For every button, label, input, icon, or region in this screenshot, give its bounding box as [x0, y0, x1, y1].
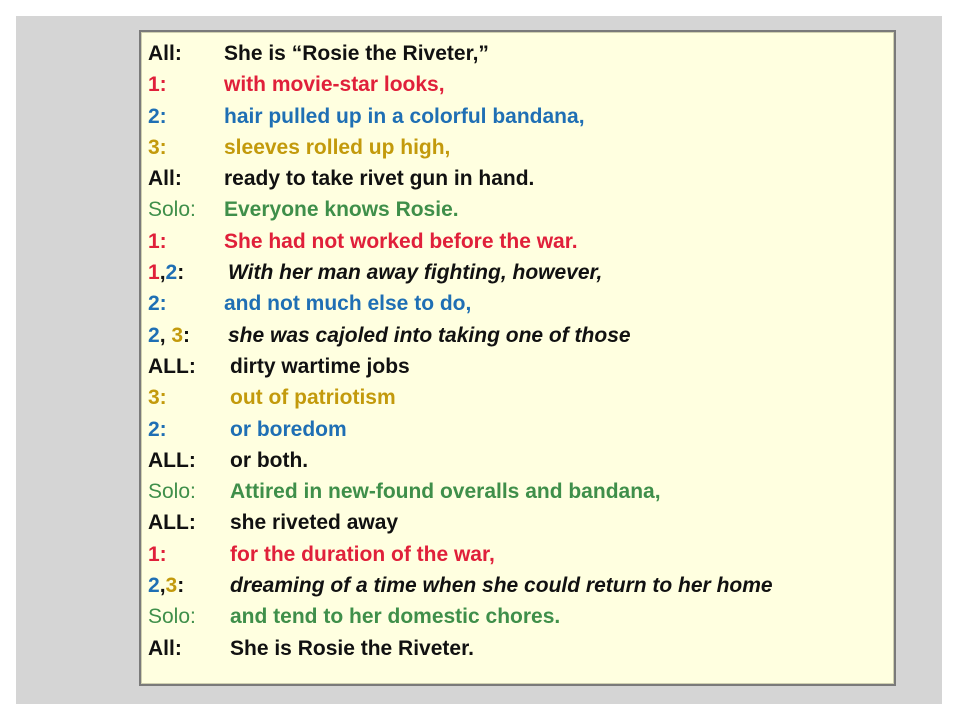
line-text: with movie-star looks, — [224, 73, 445, 97]
speaker-part: Solo: — [148, 480, 196, 504]
speaker-label — [148, 320, 190, 351]
speaker-label — [148, 633, 182, 664]
speaker-part: 2 — [148, 323, 160, 347]
line-text: Everyone knows Rosie. — [224, 198, 459, 222]
speaker-label — [148, 414, 167, 445]
line-text: With her man away fighting, however, — [228, 261, 603, 285]
line-text: and not much else to do, — [224, 292, 472, 316]
script-line — [148, 351, 894, 382]
speaker-part: ALL: — [148, 354, 196, 378]
line-text: and tend to her domestic chores. — [230, 605, 561, 629]
speaker-label — [148, 351, 196, 382]
speaker-part: All: — [148, 42, 182, 65]
line-text: she was cajoled into taking one of those — [228, 323, 631, 347]
script-line — [148, 382, 894, 413]
script-line — [148, 101, 894, 132]
line-text: She is “Rosie the Riveter,” — [224, 42, 489, 65]
line-text: out of patriotism — [230, 386, 396, 410]
speaker-label — [148, 132, 167, 163]
speaker-part: : — [177, 261, 185, 285]
script-line — [148, 601, 894, 632]
line-text: She is Rosie the Riveter. — [230, 636, 474, 660]
speaker-part: 2: — [148, 292, 167, 316]
speaker-part: , — [159, 261, 166, 285]
speaker-part: , — [159, 574, 166, 598]
speaker-label — [148, 226, 167, 257]
script-line — [148, 194, 894, 225]
script-line — [148, 570, 894, 601]
line-text: for the duration of the war, — [230, 542, 495, 566]
line-text: She had not worked before the war. — [224, 229, 578, 253]
script-line — [148, 288, 894, 319]
speaker-label — [148, 539, 167, 570]
script-line — [148, 539, 894, 570]
script-line — [148, 320, 894, 351]
speaker-label — [148, 101, 167, 132]
speaker-label — [148, 257, 184, 288]
script-line — [148, 163, 894, 194]
line-text: dreaming of a time when she could return to her home — [230, 574, 773, 598]
speaker-part: Solo: — [148, 605, 196, 629]
speaker-label — [148, 445, 196, 476]
speaker-label — [148, 507, 196, 538]
script-line — [148, 445, 894, 476]
script-line — [148, 226, 894, 257]
speaker-part: ALL: — [148, 448, 196, 472]
speaker-part: All: — [148, 167, 182, 191]
speaker-label — [148, 163, 182, 194]
speaker-part: 2: — [148, 417, 167, 441]
line-text: hair pulled up in a colorful bandana, — [224, 104, 585, 128]
script-panel — [139, 30, 896, 686]
speaker-label — [148, 69, 167, 100]
script-line — [148, 633, 894, 664]
speaker-part: 1: — [148, 73, 167, 97]
speaker-label — [148, 476, 196, 507]
script-line — [148, 132, 894, 163]
script-line — [148, 414, 894, 445]
speaker-part: 1: — [148, 542, 167, 566]
speaker-label — [148, 288, 167, 319]
speaker-label — [148, 382, 167, 413]
line-text: sleeves rolled up high, — [224, 135, 451, 159]
script-line — [148, 69, 894, 100]
script-line — [148, 507, 894, 538]
speaker-part: 3: — [148, 135, 167, 159]
speaker-label — [148, 38, 182, 69]
line-text: dirty wartime jobs — [230, 354, 410, 378]
speaker-part: 2 — [165, 261, 178, 285]
speaker-part: 3 — [171, 323, 184, 347]
speaker-part: 2: — [148, 104, 167, 128]
speaker-part: Solo: — [148, 198, 196, 222]
speaker-part: 1 — [148, 261, 160, 285]
line-text: she riveted away — [230, 511, 399, 535]
script-line — [148, 38, 894, 69]
speaker-part: 3 — [165, 574, 178, 598]
speaker-part: : — [177, 574, 185, 598]
line-text: Attired in new-found overalls and bandana, — [230, 480, 661, 504]
speaker-label — [148, 601, 196, 632]
line-text: or boredom — [230, 417, 347, 441]
line-text: or both. — [230, 448, 309, 472]
line-text: ready to take rivet gun in hand. — [224, 167, 535, 191]
speaker-part: : — [183, 323, 191, 347]
speaker-part: , — [159, 323, 172, 347]
speaker-part: 3: — [148, 386, 167, 410]
script-line — [148, 257, 894, 288]
speaker-label — [148, 570, 184, 601]
speaker-part: All: — [148, 636, 182, 660]
script-line — [148, 476, 894, 507]
speaker-part: 1: — [148, 229, 167, 253]
speaker-label — [148, 194, 196, 225]
speaker-part: ALL: — [148, 511, 196, 535]
speaker-part: 2 — [148, 574, 160, 598]
